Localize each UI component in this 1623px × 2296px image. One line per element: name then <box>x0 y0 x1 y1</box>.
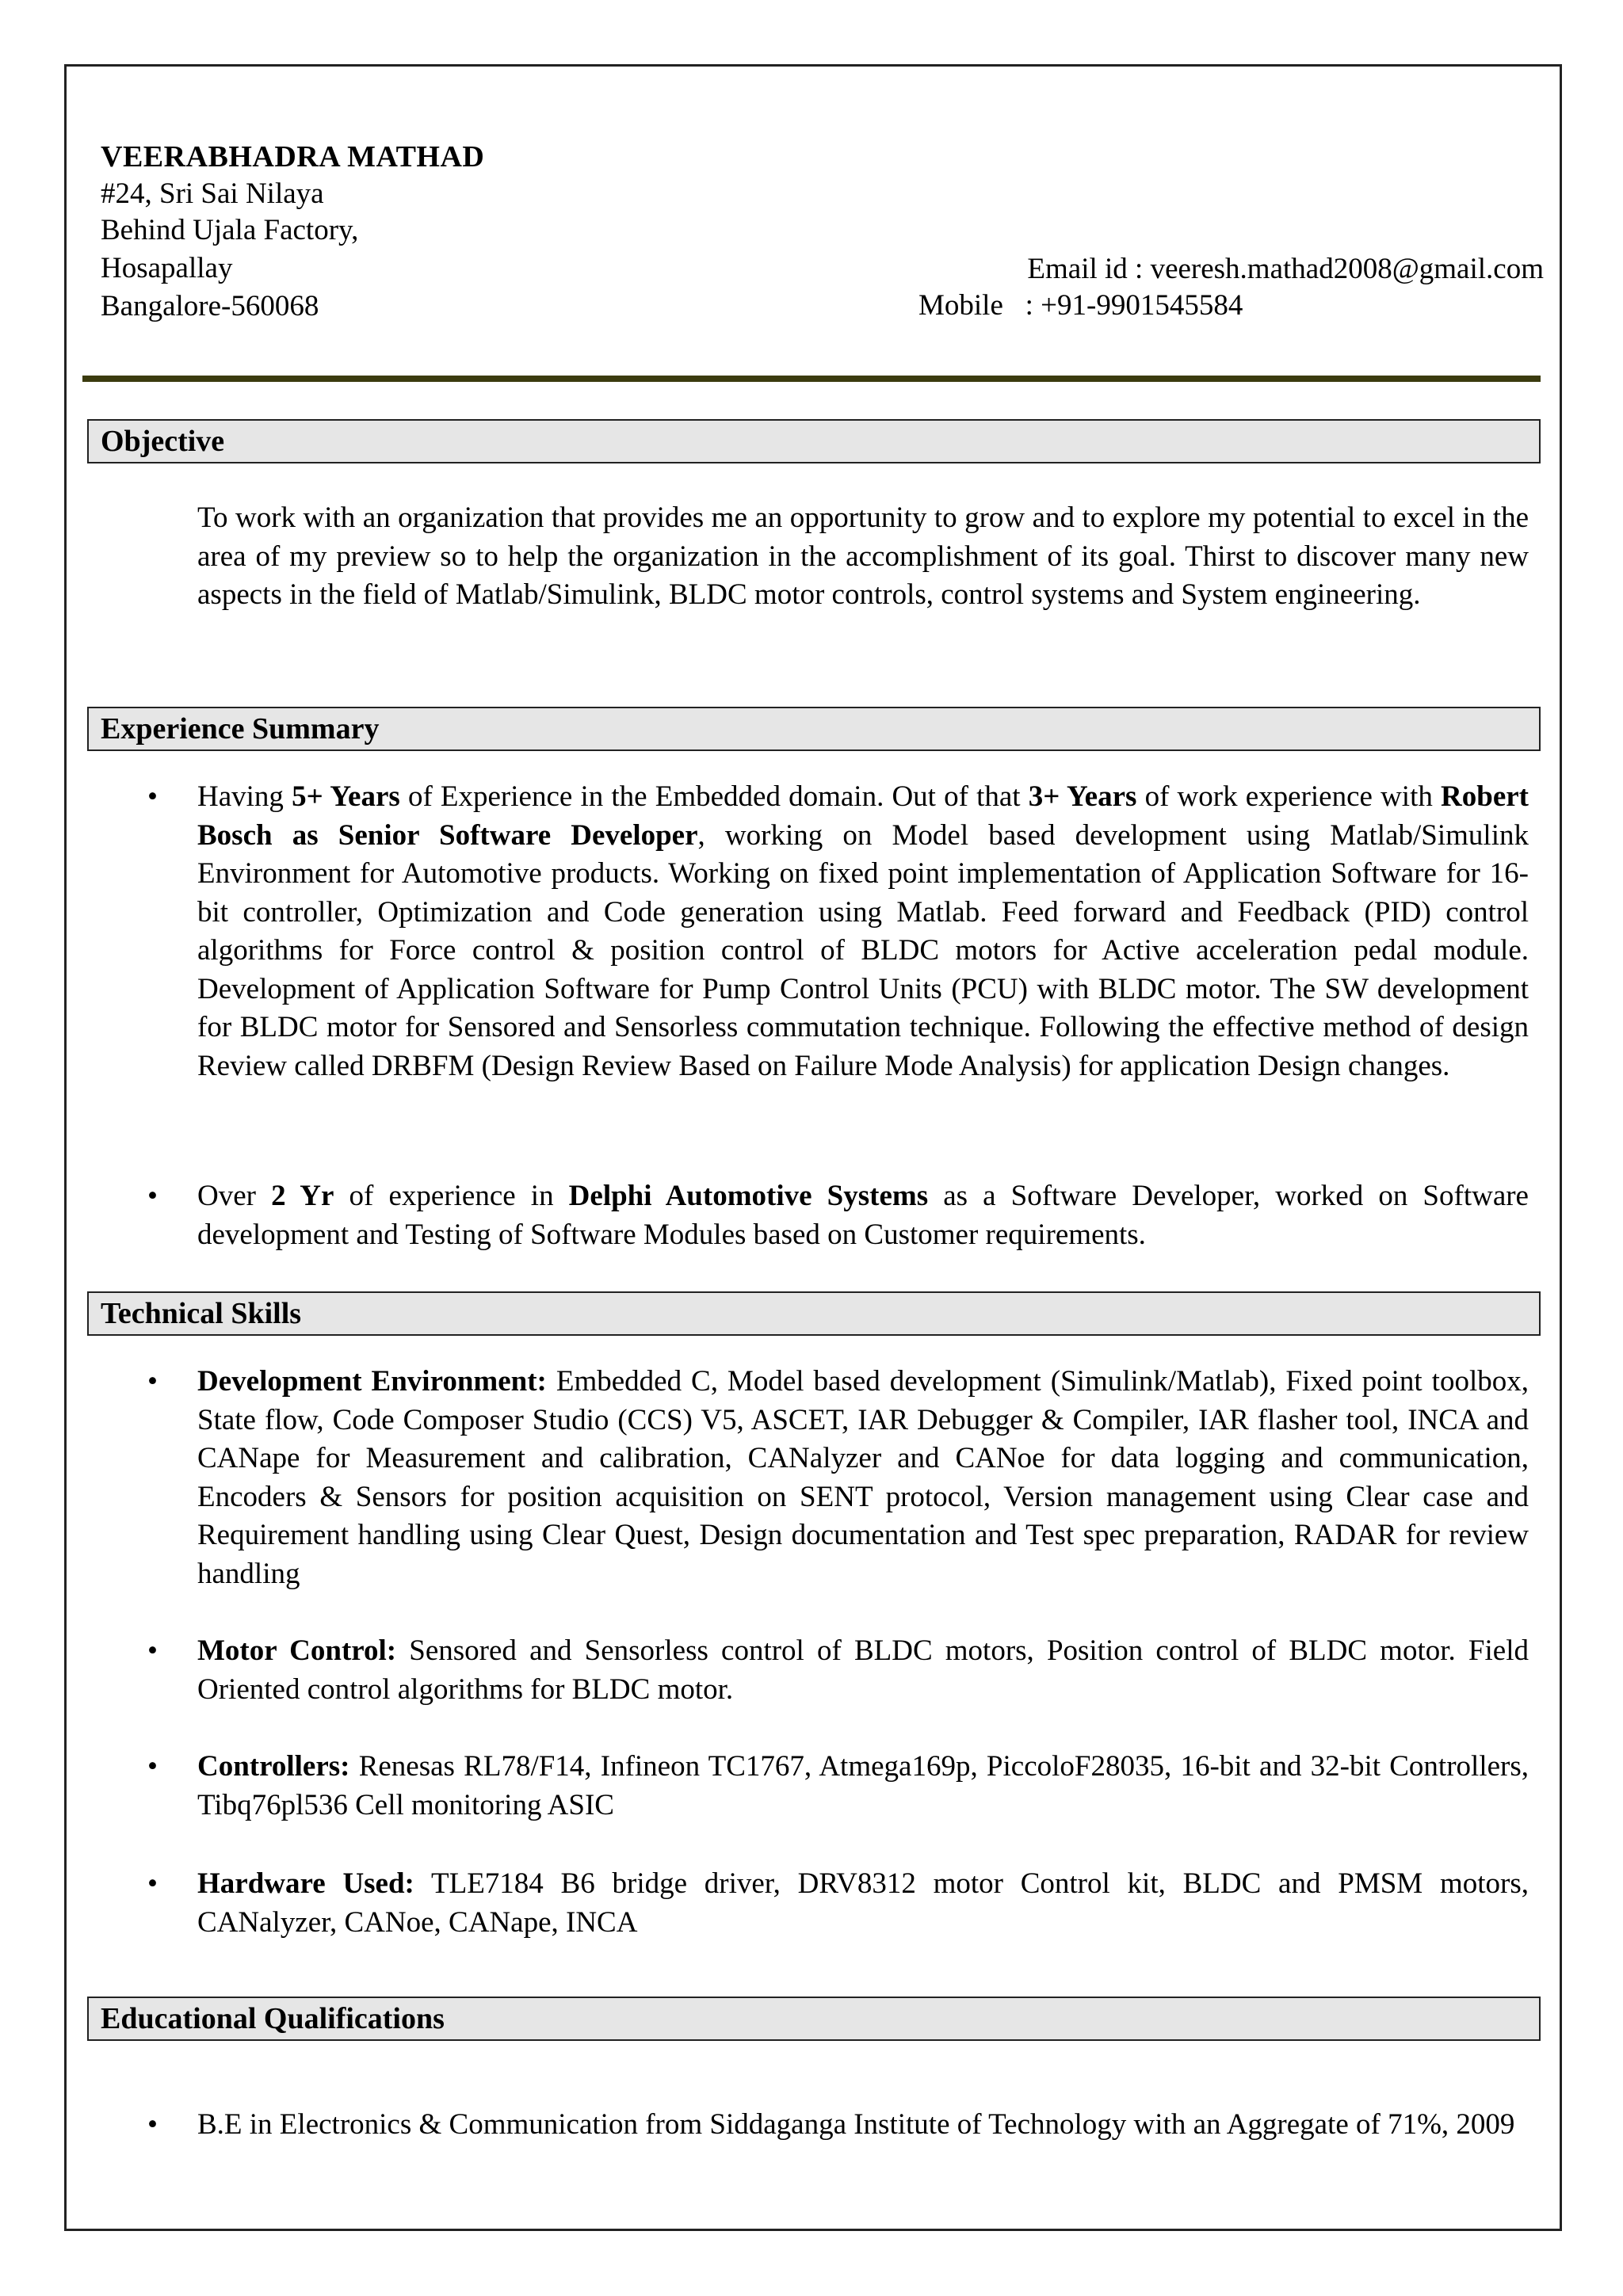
skill-label: Controllers: <box>197 1750 350 1783</box>
bullet-icon: • <box>147 1750 158 1783</box>
candidate-name: VEERABHADRA MATHAD <box>101 140 485 174</box>
bullet-icon: • <box>147 1634 158 1667</box>
resume-page <box>64 64 1562 2231</box>
bullet-icon: • <box>147 1180 158 1212</box>
mobile-line: Mobile : +91-9901545584 <box>918 289 1243 322</box>
section-heading-skills: Technical Skills <box>87 1291 1541 1336</box>
bullet-icon: • <box>147 780 158 813</box>
address-line-3: Hosapallay <box>101 252 233 284</box>
skill-label: Hardware Used: <box>197 1867 414 1900</box>
bullet-icon: • <box>147 1365 158 1398</box>
experience-text-bosch: Having 5+ Years of Experience in the Embedded domain. Out of that 3+ Years of work experience with Robert Bosch as Senior Software Developer, working on Model based development using Matlab/Simulink Environment for Automotive products. Working on fixed point implementation of Application Software for 16-bit controller, Optimization and Code generation using Matlab. Feed forward and Feedback (PID) control algorithms for Force control & position control of BLDC motors for Active acceleration pedal module. Development of Application Software for Pump Control Units (PCU) with BLDC motor. The SW development for BLDC motor for Sensored and Sensorless commutation technique. Following the effective method of design Review called DRBFM (Design Review Based on Failure Mode Analysis) for application Design changes. <box>197 780 1529 1082</box>
section-heading-objective: Objective <box>87 419 1541 463</box>
experience-text-delphi: Over 2 Yr of experience in Delphi Automotive Systems as a Software Developer, worked on Software development and Testing of Software Modules based on Customer requirements. <box>197 1180 1529 1251</box>
skill-label: Development Environment: <box>197 1365 547 1398</box>
bullet-icon: • <box>147 2108 158 2141</box>
skill-label: Motor Control: <box>197 1634 397 1667</box>
skill-text: Motor Control: Sensored and Sensorless control of BLDC motors, Position control of BLDC motor. Field Oriented control algorithms for BLDC motor. <box>197 1634 1529 1706</box>
skill-text: Development Environment: Embedded C, Model based development (Simulink/Matlab), Fixed point toolbox, State flow, Code Composer Studio (CCS) V5, ASCET, IAR Debugger & Compiler, IAR flasher tool, INCA and CANape for Measurement and calibration, CANalyzer and CANoe for data logging and communication, Encoders & Sensors for position acquisition on SENT protocol, Version management using Clear case and Requirement handling using Clear Quest, Design documentation and Test spec preparation, RADAR for review handling <box>197 1365 1529 1590</box>
bullet-icon: • <box>147 1867 158 1900</box>
section-heading-education: Educational Qualifications <box>87 1997 1541 2041</box>
section-heading-experience: Experience Summary <box>87 707 1541 751</box>
header-divider <box>82 376 1541 382</box>
objective-text: To work with an organization that provides me an opportunity to grow and to explore my potential to excel in the area of my preview so to help the organization in the accomplishment of its goal. Thirst to discover many new aspects in the field of Matlab/Simulink, BLDC motor controls, control systems and System engineering. <box>197 502 1529 611</box>
address-line-4: Bangalore-560068 <box>101 290 319 322</box>
skill-text: Controllers: Renesas RL78/F14, Infineon TC1767, Atmega169p, PiccoloF28035, 16-bit and 32-bit Controllers, Tibq76pl536 Cell monitoring ASIC <box>197 1750 1529 1821</box>
email-line: Email id : veeresh.mathad2008@gmail.com <box>1027 253 1544 285</box>
address-line-1: #24, Sri Sai Nilaya <box>101 177 324 210</box>
skill-text: Hardware Used: TLE7184 B6 bridge driver, DRV8312 motor Control kit, BLDC and PMSM motors, CANalyzer, CANoe, CANape, INCA <box>197 1867 1529 1939</box>
education-text: B.E in Electronics & Communication from Siddaganga Institute of Technology with an Aggregate of 71%, 2009 <box>197 2108 1515 2141</box>
address-line-2: Behind Ujala Factory, <box>101 214 359 246</box>
